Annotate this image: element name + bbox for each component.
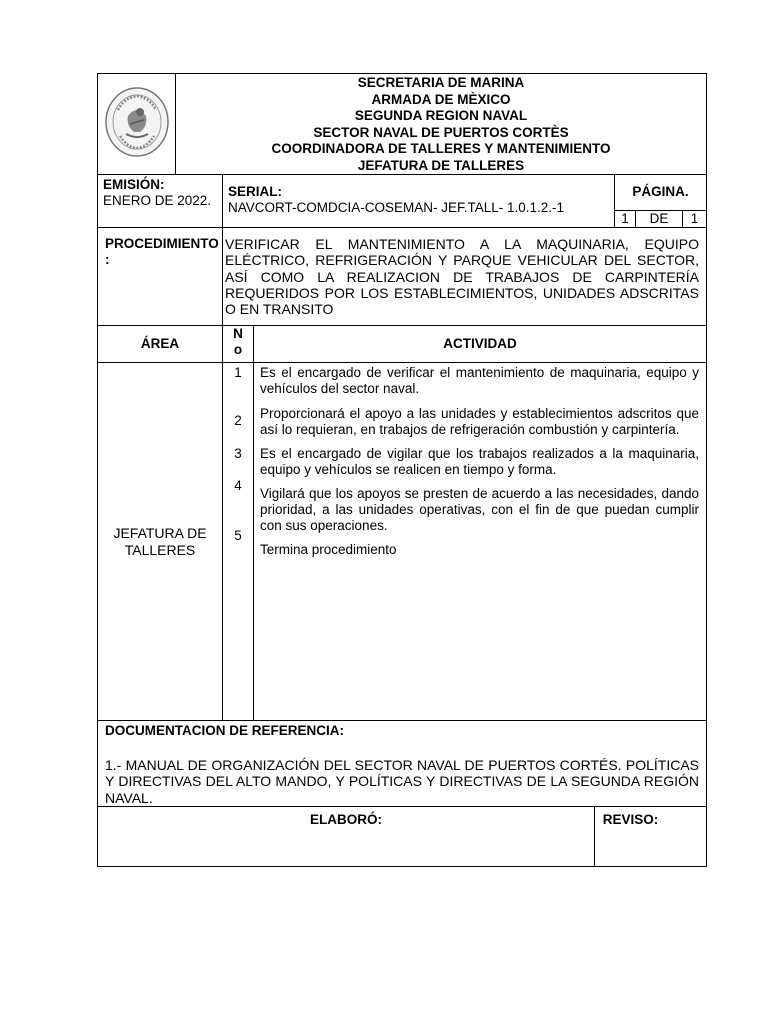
referencia-title: DOCUMENTACION DE REFERENCIA:	[105, 723, 344, 738]
no-header-n: N	[233, 326, 243, 341]
emision-cell	[98, 175, 223, 228]
pagina-total: 1	[690, 211, 699, 226]
procedimiento-text: VERIFICAR EL MANTENIMIENTO A LA MAQUINARIA, EQUIPO ELÉCTRICO, REFRIGERACIÓN Y PARQUE VEHICULAR DEL SECTOR, ASÍ COMO LA REALIZACION DE TRABAJOS DE CARPINTERÍA REQUERIDOS POR LOS ESTABLECIMIENTOS, UNIDADES ADSCRITAS O EN TRANSITO	[223, 228, 707, 326]
procedimiento-label-cell	[98, 228, 223, 326]
header-line: SECRETARIA DE MARINA	[357, 75, 525, 90]
procedimiento-label: PROCEDIMIENTO	[105, 236, 219, 251]
logo-cell	[98, 74, 176, 175]
pagina-current: 1	[615, 211, 636, 227]
activity-text: Es el encargado de verificar el mantenimiento de maquinaria, equipo y vehículos del sector naval.	[260, 365, 699, 396]
serial-label: SERIAL:	[228, 184, 282, 199]
serial-value: NAVCORT-COMDCIA-COSEMAN- JEF.TALL- 1.0.1.2.-1	[228, 200, 565, 215]
header-title-block	[176, 74, 707, 175]
emision-value: ENERO DE 2022.	[103, 193, 212, 208]
numbers-cell	[223, 363, 254, 721]
activity-text: Termina procedimiento	[260, 542, 397, 557]
referencia-cell	[98, 721, 707, 807]
reviso-label: REVISO:	[602, 811, 659, 827]
area-cell	[98, 363, 223, 721]
activity-number: 1	[234, 365, 242, 380]
header-line: SECTOR NAVAL DE PUERTOS CORTÈS	[313, 124, 569, 140]
emision-label: EMISIÓN:	[103, 177, 165, 192]
activity-text: Proporcionará el apoyo a las unidades y establecimientos adscritos que así lo requieran, en trabajos de refrigeración combustión y carpintería.	[260, 406, 699, 437]
header-line: COORDINADORA DE TALLERES Y MANTENIMIENTO	[271, 141, 611, 156]
elaboro-label: ELABORÓ:	[310, 811, 382, 827]
no-header	[223, 326, 254, 363]
activities-cell	[254, 363, 707, 721]
activity-number: 2	[234, 413, 242, 428]
header-line: JEFATURA DE TALLERES	[357, 157, 525, 173]
header-line: ARMADA DE MÈXICO	[371, 91, 511, 107]
area-value: JEFATURA DE TALLERES	[113, 525, 207, 558]
procedimiento-colon: :	[105, 252, 110, 267]
activity-number: 3	[234, 446, 242, 461]
activity-text: Vigilará que los apoyos se presten de acuerdo a las necesidades, dando prioridad, a las unidades operativas, con el fin de que puedan cumplir con sus operaciones.	[260, 486, 699, 533]
activity-number: 4	[234, 478, 242, 493]
procedure-document	[97, 73, 706, 867]
pagina-label: PÁGINA.	[632, 184, 689, 199]
serial-cell	[223, 175, 615, 228]
activity-text: Es el encargado de vigilar que los trabajos realizados a la maquinaria, equipo y vehículos se realicen en tiempo y forma.	[260, 446, 699, 477]
no-header-o: o	[233, 342, 243, 357]
document-table	[97, 73, 707, 867]
pagina-de: DE	[636, 211, 683, 227]
elaboro-cell	[98, 806, 595, 866]
header-line: SEGUNDA REGION NAVAL	[354, 108, 528, 123]
referencia-text: 1.- MANUAL DE ORGANIZACIÓN DEL SECTOR NAVAL DE PUERTOS CORTÉS. POLÍTICAS Y DIRECTIVAS DEL ALTO MANDO, Y POLÍTICAS Y DIRECTIVAS DE LA SEGUNDA REGIÓN NAVAL.	[105, 757, 699, 806]
pagina-counter	[615, 210, 706, 227]
activity-number: 5	[234, 528, 242, 543]
reviso-cell	[595, 806, 707, 866]
actividad-header: ACTIVIDAD	[254, 326, 707, 363]
seal-icon	[104, 86, 170, 158]
pagina-cell	[615, 175, 707, 228]
area-header: ÁREA	[98, 326, 223, 363]
